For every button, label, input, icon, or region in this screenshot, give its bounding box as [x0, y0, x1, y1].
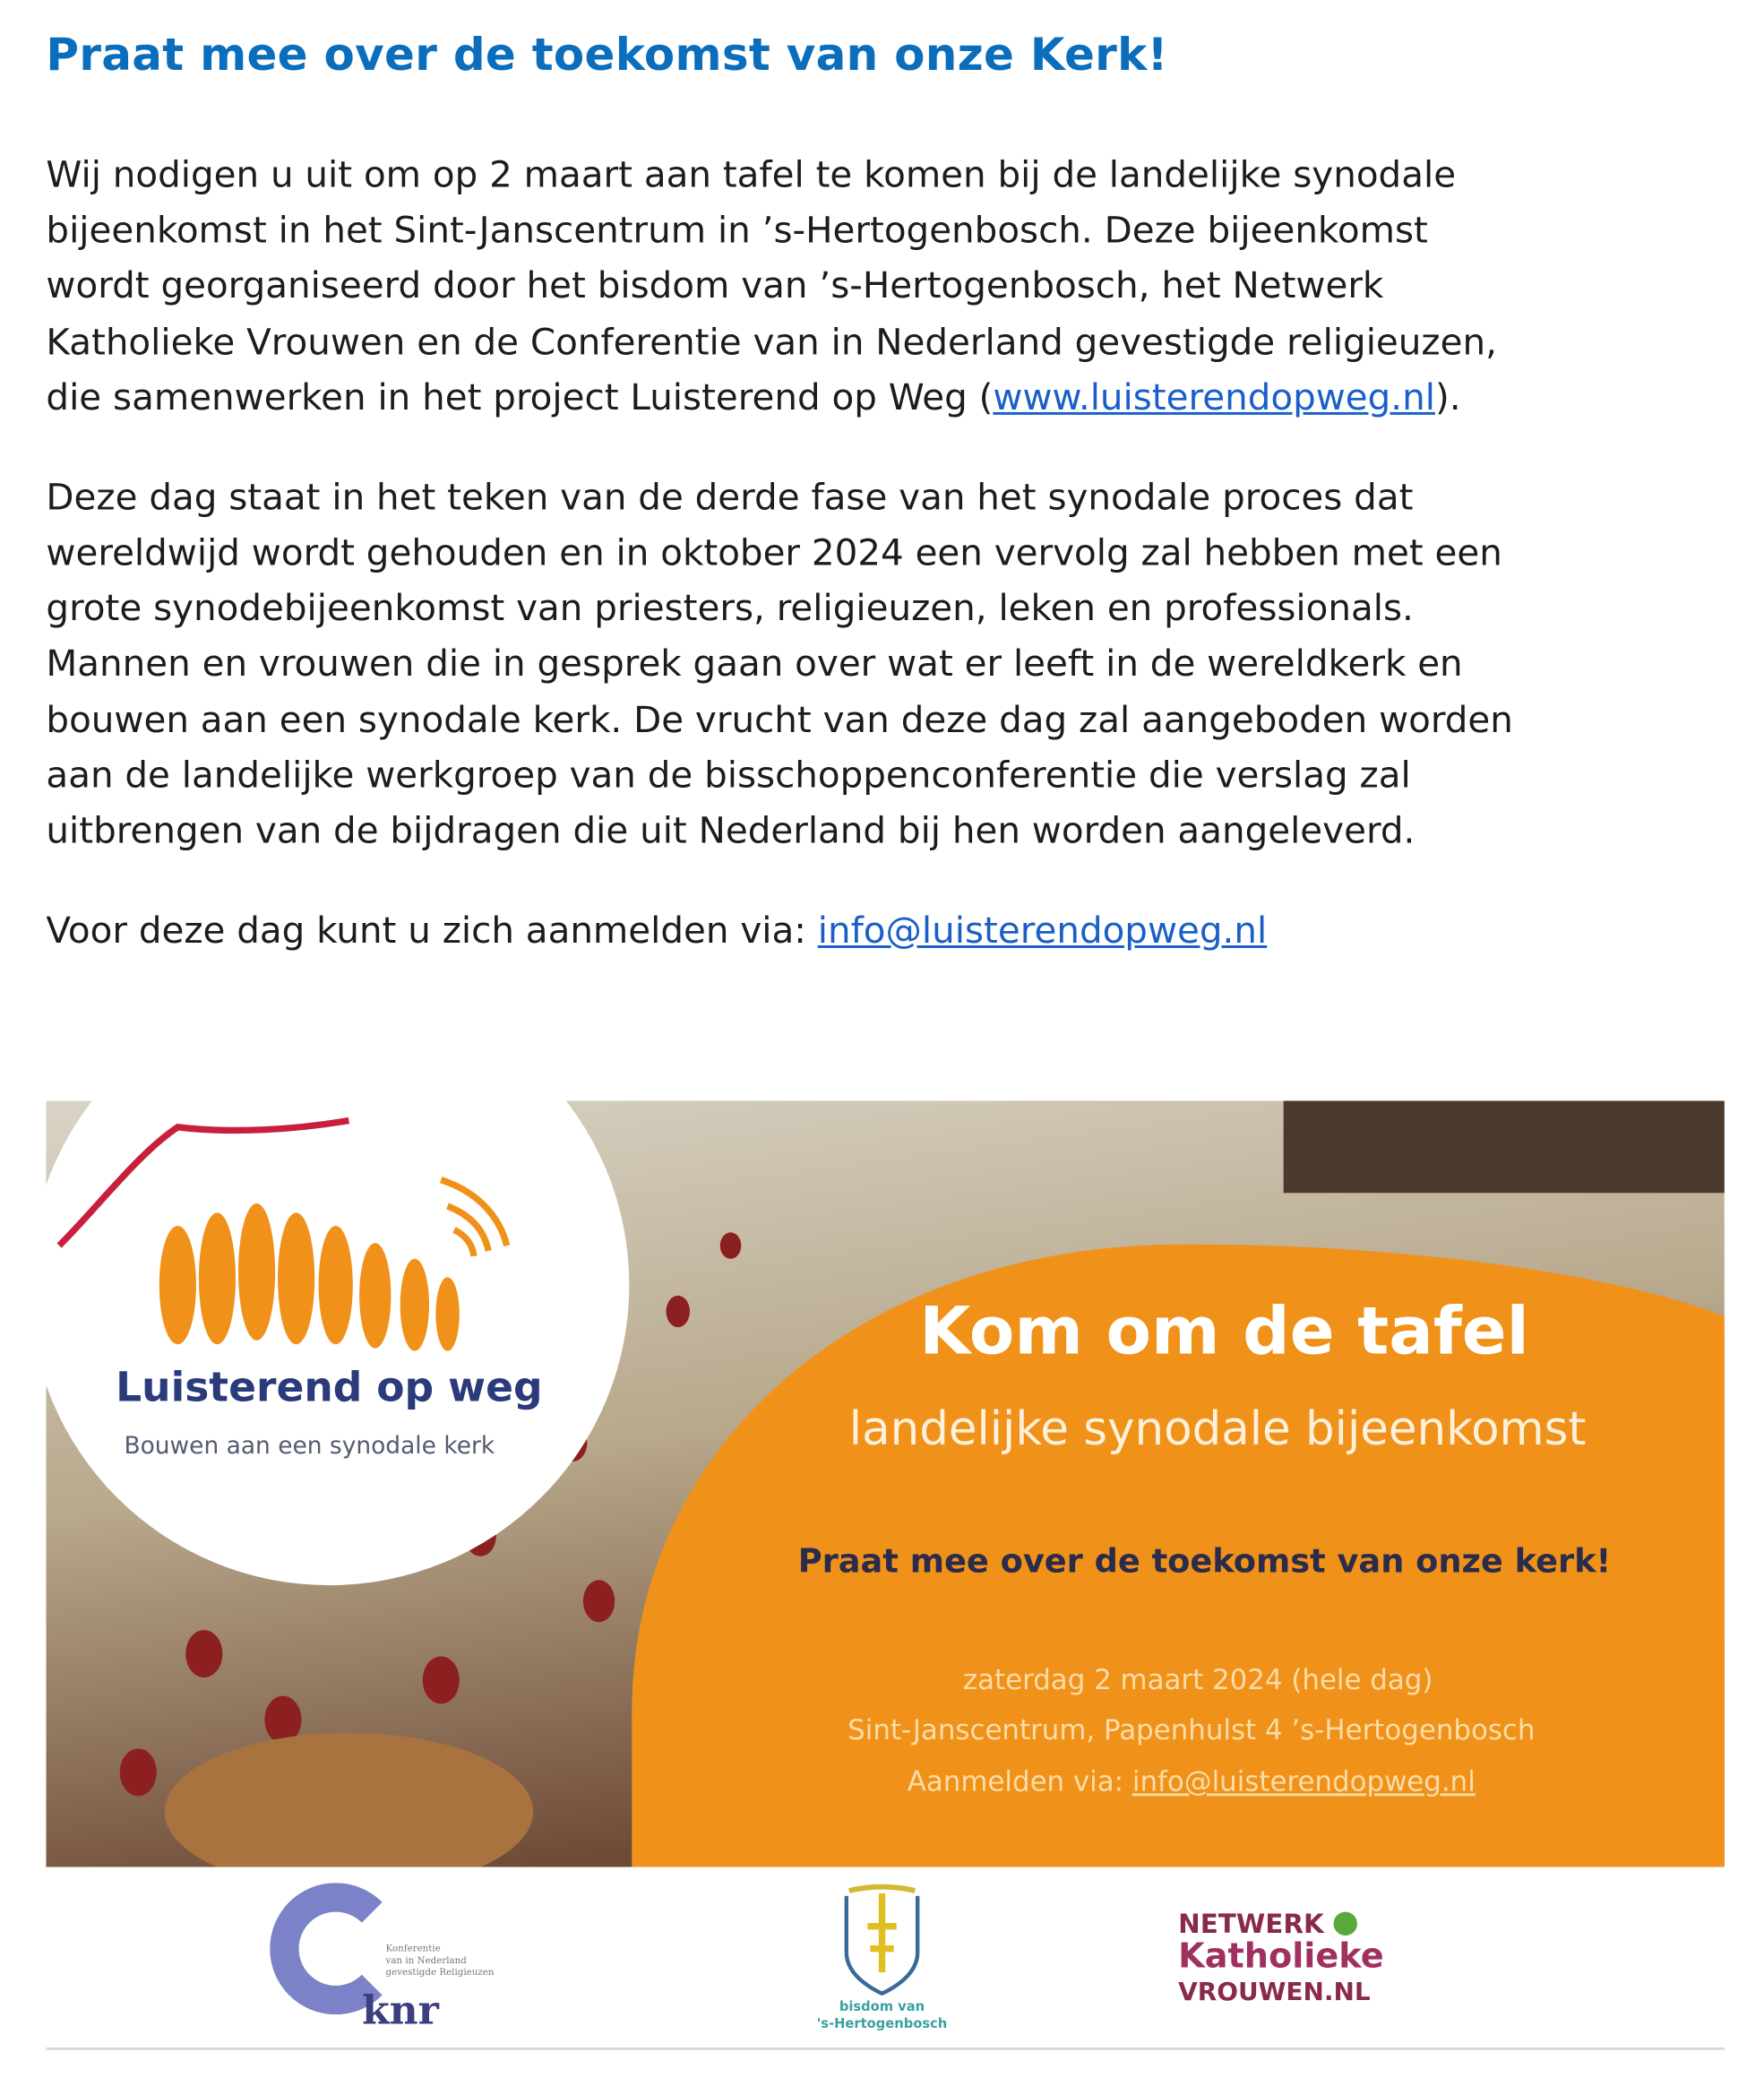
knr-line: Konferentie [385, 1943, 441, 1954]
text-line: Katholieke Vrouwen en de Conferentie van in Nederland gevestigde religieuzen, [46, 321, 1497, 364]
flyer-location: Sint-Janscentrum, Papenhulst 4 ’s-Hertogenbosch [848, 1714, 1536, 1746]
knr-text [386, 1944, 495, 1979]
flyer-email: info@luisterendopweg.nl [1132, 1765, 1476, 1798]
crowd-area [1284, 1100, 1725, 1193]
netwerk-line: Katholieke [1178, 1936, 1384, 1977]
text-line: Wij nodigen u uit om op 2 maart aan tafel te komen bij de landelijke synodale [46, 153, 1457, 196]
netwerk-line: VROUWEN.NL [1178, 1978, 1371, 2007]
text-span: die samenwerken in het project Luisterend op Weg ( [46, 376, 994, 419]
bisdom-line: 's-Hertogenbosch [816, 2017, 948, 2032]
text-line: Mannen en vrouwen die in gesprek gaan over wat er leeft in de wereldkerk en [46, 642, 1463, 685]
bisdom-shield-icon [836, 1880, 928, 1998]
logo-subtitle: Bouwen aan een synodale kerk [124, 1432, 495, 1461]
text-span: ). [1434, 376, 1461, 419]
website-link[interactable]: www.luisterendopweg.nl [993, 376, 1435, 419]
netwerk-line [1178, 1910, 1384, 1938]
text-line [46, 375, 1460, 420]
flyer-tagline: Praat mee over de toekomst van onze kerk! [797, 1541, 1612, 1581]
paragraph-signup [46, 909, 1267, 953]
page-title: Praat mee over de toekomst van onze Kerk! [46, 29, 1168, 82]
text-line: uitbrengen van de bijdragen die uit Nederland bij hen worden aangeleverd. [46, 809, 1416, 852]
flyer-background [46, 1100, 1724, 1867]
knr-line: van in Nederland [385, 1955, 467, 1966]
text-line: wordt georganiseerd door het bisdom van ’s-Hertogenbosch, het Netwerk [46, 264, 1384, 307]
text-line: grote synodebijeenkomst van priesters, religieuzen, leken en professionals. [46, 587, 1414, 630]
text-line: bouwen aan een synodale kerk. De vrucht van deze dag zal aangeboden worden [46, 699, 1513, 742]
text-span: Aanmelden via: [907, 1765, 1132, 1798]
netwerk-word: NETWERK [1178, 1908, 1324, 1940]
text-line: wereldwijd wordt gehouden en in oktober 2024 een vervolg zal hebben met een [46, 531, 1502, 574]
flyer-date: zaterdag 2 maart 2024 (hele dag) [962, 1664, 1433, 1696]
flyer-headline: Kom om de tafel [919, 1292, 1529, 1370]
cross-icon [1333, 1912, 1356, 1936]
knr-abbr: knr [362, 1987, 439, 2035]
bisdom-text [817, 1999, 947, 2033]
text-line: bijeenkomst in het Sint-Janscentrum in ’s-Hertogenbosch. Deze bijeenkomst [46, 209, 1428, 252]
netwerk-logo [1178, 1910, 1384, 2010]
partner-logos [46, 1867, 1724, 2050]
text-line: Deze dag staat in het teken van de derde fase van het synodale proces dat [46, 476, 1414, 519]
text-span: Voor deze dag kunt u zich aanmelden via: [46, 910, 818, 953]
logo-title: Luisterend op weg [116, 1364, 543, 1412]
email-link[interactable]: info@luisterendopweg.nl [817, 910, 1268, 953]
text-line: aan de landelijke werkgroep van de bisschoppenconferentie die verslag zal [46, 754, 1411, 797]
flyer-subheadline: landelijke synodale bijeenkomst [848, 1403, 1587, 1457]
flyer-signup [908, 1765, 1476, 1797]
knr-line: gevestigde Religieuzen [385, 1967, 495, 1979]
bisdom-line: bisdom van [839, 2000, 925, 2015]
event-flyer-image [46, 1100, 1724, 1867]
